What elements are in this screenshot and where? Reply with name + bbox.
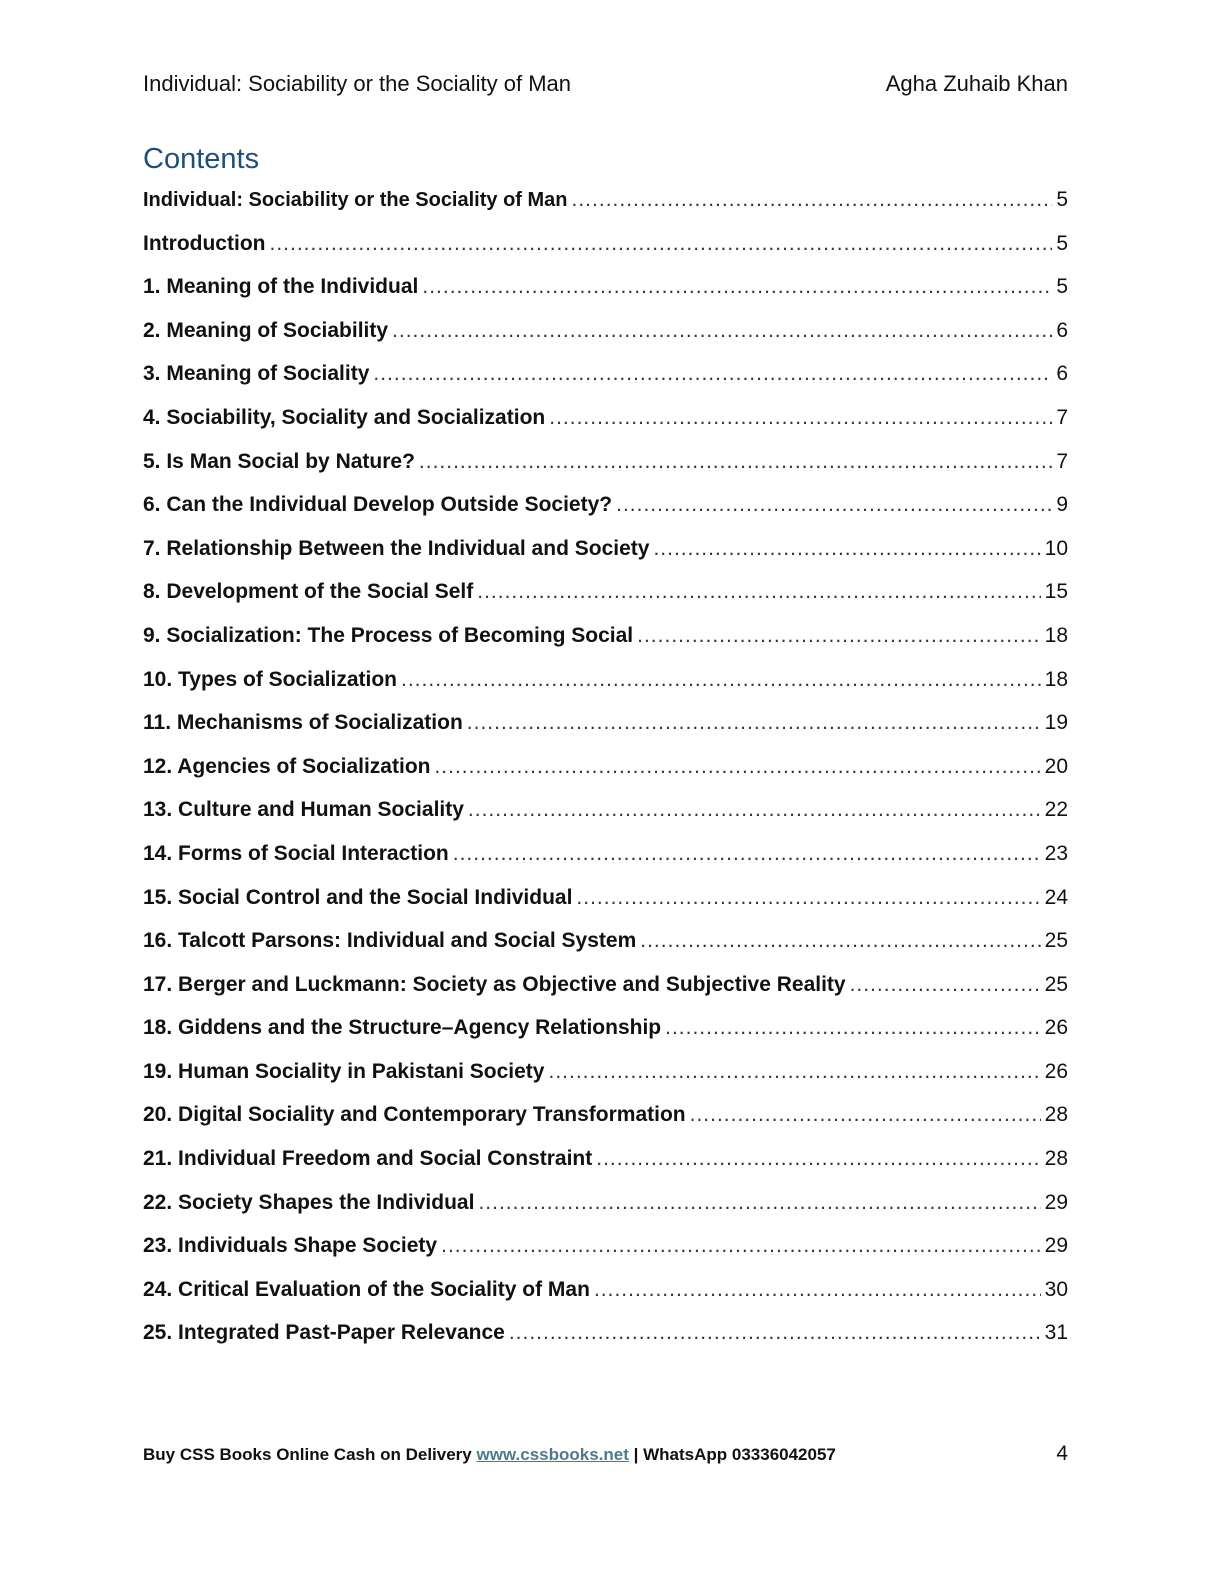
toc-entry[interactable] bbox=[143, 448, 1068, 492]
toc-entry[interactable] bbox=[143, 666, 1068, 710]
toc-entry-page: 22 bbox=[1044, 798, 1068, 822]
toc-leader-dots bbox=[850, 971, 1041, 999]
toc-entry[interactable] bbox=[143, 1014, 1068, 1058]
toc-entry-label: 4. Sociability, Sociality and Socialization bbox=[143, 405, 546, 429]
toc-leader-dots bbox=[653, 535, 1040, 563]
page-number: 4 bbox=[1056, 1442, 1068, 1465]
toc-leader-dots bbox=[419, 448, 1052, 476]
toc-entry-label: 15. Social Control and the Social Individual bbox=[143, 885, 573, 909]
toc-entry-page: 24 bbox=[1044, 885, 1068, 909]
toc-entry[interactable] bbox=[143, 578, 1068, 622]
toc-leader-dots bbox=[637, 622, 1041, 650]
toc-entry-page: 30 bbox=[1044, 1277, 1068, 1301]
toc-leader-dots bbox=[453, 840, 1041, 868]
toc-entry[interactable] bbox=[143, 709, 1068, 753]
toc-entry-label: 24. Critical Evaluation of the Sociality of Man bbox=[143, 1277, 590, 1301]
toc-entry[interactable] bbox=[143, 1101, 1068, 1145]
toc-leader-dots bbox=[467, 709, 1041, 737]
toc-entry-page: 25 bbox=[1044, 972, 1068, 996]
toc-leader-dots bbox=[422, 273, 1052, 301]
toc-entry-label: 14. Forms of Social Interaction bbox=[143, 841, 449, 865]
toc-entry-page: 15 bbox=[1044, 580, 1068, 604]
toc-entry[interactable] bbox=[143, 927, 1068, 971]
toc-leader-dots bbox=[441, 1232, 1041, 1260]
toc-entry-page: 25 bbox=[1044, 929, 1068, 953]
toc-leader-dots bbox=[269, 230, 1052, 258]
toc-entry-label: 19. Human Sociality in Pakistani Society bbox=[143, 1059, 545, 1083]
toc-entry-label: 12. Agencies of Socialization bbox=[143, 754, 431, 778]
toc-entry-page: 31 bbox=[1044, 1321, 1068, 1345]
toc-entry[interactable] bbox=[143, 753, 1068, 797]
toc-leader-dots bbox=[549, 404, 1052, 432]
toc-leader-dots bbox=[401, 666, 1041, 694]
toc-entry-page: 10 bbox=[1044, 536, 1068, 560]
toc-heading: Contents bbox=[143, 143, 260, 175]
toc-entry-page: 29 bbox=[1044, 1234, 1068, 1258]
footer-promo-prefix: Buy CSS Books Online Cash on Delivery bbox=[143, 1445, 477, 1464]
toc-leader-dots bbox=[576, 884, 1040, 912]
toc-entry[interactable] bbox=[143, 1276, 1068, 1320]
toc-entry[interactable] bbox=[143, 230, 1068, 274]
toc-entry-label: 25. Integrated Past-Paper Relevance bbox=[143, 1321, 505, 1345]
toc-entry-page: 5 bbox=[1056, 188, 1068, 211]
toc-entry-label: 7. Relationship Between the Individual and Society bbox=[143, 536, 650, 560]
page-footer bbox=[143, 1442, 1068, 1466]
toc-entry-page: 6 bbox=[1056, 318, 1068, 342]
toc-entry-label: 10. Types of Socialization bbox=[143, 667, 398, 691]
toc-entry-page: 26 bbox=[1044, 1016, 1068, 1040]
toc-entry-label: 3. Meaning of Sociality bbox=[143, 362, 370, 386]
toc-entry-label: 21. Individual Freedom and Social Constraint bbox=[143, 1147, 593, 1171]
toc-entry-label: 2. Meaning of Sociability bbox=[143, 318, 389, 342]
toc-entry[interactable] bbox=[143, 1189, 1068, 1233]
toc-entry-page: 19 bbox=[1044, 711, 1068, 735]
toc-entry[interactable] bbox=[143, 1319, 1068, 1363]
toc-entry[interactable] bbox=[143, 971, 1068, 1015]
toc-entry-page: 26 bbox=[1044, 1059, 1068, 1083]
toc-leader-dots bbox=[572, 186, 1053, 214]
toc-leader-dots bbox=[478, 1189, 1040, 1217]
toc-entry-label: 5. Is Man Social by Nature? bbox=[143, 449, 415, 473]
footer-promo-suffix: | WhatsApp 03336042057 bbox=[628, 1445, 836, 1464]
toc-entry-page: 9 bbox=[1056, 493, 1068, 517]
header-author: Agha Zuhaib Khan bbox=[885, 71, 1068, 96]
toc-entry[interactable] bbox=[143, 796, 1068, 840]
toc-entry[interactable] bbox=[143, 186, 1068, 230]
toc-entry-label: 13. Culture and Human Sociality bbox=[143, 798, 464, 822]
toc-entry-label: 1. Meaning of the Individual bbox=[143, 275, 419, 299]
toc-entry-page: 20 bbox=[1044, 754, 1068, 778]
toc-entry-label: 9. Socialization: The Process of Becoming Social bbox=[143, 623, 634, 647]
toc-entry-page: 28 bbox=[1044, 1147, 1068, 1171]
toc-entry-page: 5 bbox=[1056, 231, 1068, 255]
footer-website-link[interactable]: www.cssbooks.net bbox=[476, 1445, 629, 1464]
toc-entry-page: 5 bbox=[1056, 275, 1068, 299]
toc-leader-dots bbox=[596, 1145, 1040, 1173]
toc-leader-dots bbox=[548, 1058, 1040, 1086]
toc-entry-label: 22. Society Shapes the Individual bbox=[143, 1190, 475, 1214]
toc-leader-dots bbox=[434, 753, 1040, 781]
toc-entry-label: 8. Development of the Social Self bbox=[143, 580, 474, 604]
toc-entry-page: 28 bbox=[1044, 1103, 1068, 1127]
toc-entry[interactable] bbox=[143, 491, 1068, 535]
table-of-contents bbox=[143, 186, 1068, 1363]
toc-entry[interactable] bbox=[143, 317, 1068, 361]
toc-entry-label: 17. Berger and Luckmann: Society as Objective and Subjective Reality bbox=[143, 972, 846, 996]
toc-entry[interactable] bbox=[143, 404, 1068, 448]
toc-leader-dots bbox=[665, 1014, 1041, 1042]
toc-entry-page: 6 bbox=[1056, 362, 1068, 386]
toc-entry[interactable] bbox=[143, 622, 1068, 666]
toc-entry[interactable] bbox=[143, 840, 1068, 884]
toc-leader-dots bbox=[594, 1276, 1041, 1304]
toc-entry-label: Introduction bbox=[143, 231, 266, 255]
toc-entry[interactable] bbox=[143, 884, 1068, 928]
toc-entry-page: 23 bbox=[1044, 841, 1068, 865]
toc-entry[interactable] bbox=[143, 535, 1068, 579]
toc-leader-dots bbox=[616, 491, 1052, 519]
toc-entry-label: 23. Individuals Shape Society bbox=[143, 1234, 438, 1258]
toc-entry-label: 6. Can the Individual Develop Outside Society? bbox=[143, 493, 613, 517]
toc-entry-label: Individual: Sociability or the Sociality of Man bbox=[143, 189, 568, 211]
toc-entry-label: 18. Giddens and the Structure–Agency Relationship bbox=[143, 1016, 662, 1040]
toc-entry[interactable] bbox=[143, 273, 1068, 317]
toc-entry-page: 18 bbox=[1044, 667, 1068, 691]
header-title: Individual: Sociability or the Sociality of Man bbox=[143, 71, 571, 96]
toc-entry-page: 29 bbox=[1044, 1190, 1068, 1214]
toc-entry[interactable] bbox=[143, 1232, 1068, 1276]
toc-entry-label: 11. Mechanisms of Socialization bbox=[143, 711, 463, 735]
toc-leader-dots bbox=[392, 317, 1052, 345]
toc-entry-page: 7 bbox=[1056, 449, 1068, 473]
toc-entry[interactable] bbox=[143, 1058, 1068, 1102]
toc-entry[interactable] bbox=[143, 360, 1068, 404]
toc-entry[interactable] bbox=[143, 1145, 1068, 1189]
toc-entry-page: 18 bbox=[1044, 623, 1068, 647]
toc-leader-dots bbox=[468, 796, 1041, 824]
toc-entry-page: 7 bbox=[1056, 405, 1068, 429]
toc-entry-label: 20. Digital Sociality and Contemporary Transformation bbox=[143, 1103, 686, 1127]
toc-leader-dots bbox=[509, 1319, 1041, 1347]
toc-entry-label: 16. Talcott Parsons: Individual and Social System bbox=[143, 929, 637, 953]
toc-leader-dots bbox=[477, 578, 1040, 606]
footer-promo bbox=[143, 1445, 836, 1465]
toc-leader-dots bbox=[373, 360, 1052, 388]
toc-leader-dots bbox=[640, 927, 1040, 955]
toc-leader-dots bbox=[690, 1101, 1041, 1129]
page-header bbox=[143, 71, 1068, 97]
